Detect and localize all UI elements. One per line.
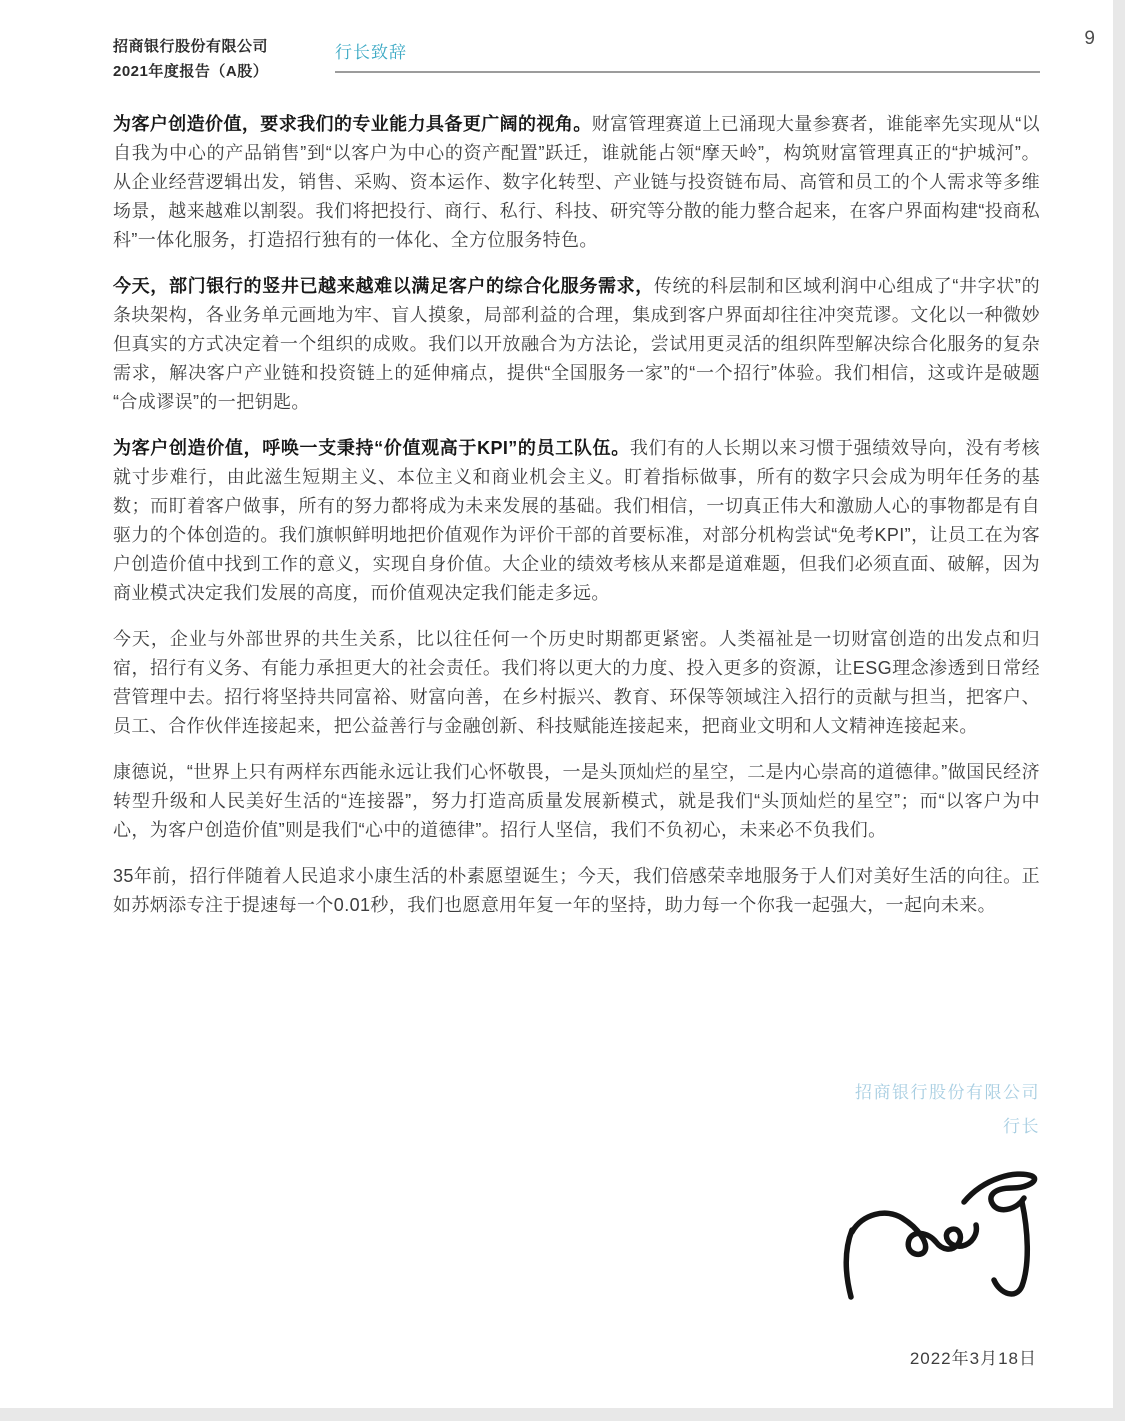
paragraph-2-lead: 今天，部门银行的竖井已越来越难以满足客户的综合化服务需求，	[113, 276, 654, 296]
header-divider	[335, 71, 1040, 73]
report-title: 2021年度报告（A股）	[113, 63, 269, 80]
paragraph-1-lead: 为客户创造价值，要求我们的专业能力具备更广阔的视角。	[113, 114, 592, 134]
signature-company: 招商银行股份有限公司	[855, 1083, 1040, 1102]
letter-body	[113, 110, 1040, 937]
paragraph-1-text: 财富管理赛道上已涌现大量参赛者，谁能率先实现从“以自我为中心的产品销售”到“以客户为中心的资产配置”跃迁，谁就能占领“摩天岭”，构筑财富管理真正的“护城河”。从企业经营逻辑出发，销售、采购、资本运作、数字化转型、产业链与投资链布局、高管和员工的个人需求等多维场景，越来越难以割裂。我们将把投行、商行、私行、科技、研究等分散的能力整合起来，在客户界面构建“投商私科”一体化服务，打造招行独有的一体化、全方位服务特色。	[113, 114, 1040, 250]
paragraph-3-lead: 为客户创造价值，呼唤一支秉持“价值观高于KPI”的员工队伍。	[113, 438, 630, 458]
signature-date: 2022年3月18日	[909, 1349, 1037, 1368]
signature-role: 行长	[1003, 1117, 1040, 1136]
paragraph-4	[113, 625, 1040, 741]
paragraph-6	[113, 862, 1040, 920]
paragraph-4-text: 今天，企业与外部世界的共生关系，比以往任何一个历史时期都更紧密。人类福祉是一切财富创造的出发点和归宿，招行有义务、有能力承担更大的社会责任。我们将以更大的力度、投入更多的资源，让ESG理念渗透到日常经营管理中去。招行将坚持共同富裕、财富向善，在乡村振兴、教育、环保等领域注入招行的贡献与担当，把客户、员工、合作伙伴连接起来，把公益善行与金融创新、科技赋能连接起来，把商业文明和人文精神连接起来。	[113, 629, 1040, 736]
section-title: 行长致辞	[335, 43, 407, 62]
report-company-block	[113, 34, 268, 84]
president-signature-icon	[843, 1168, 1043, 1316]
page-number: 9	[1084, 28, 1095, 49]
paragraph-6-text: 35年前，招行伴随着人民追求小康生活的朴素愿望诞生；今天，我们倍感荣幸地服务于人们对美好生活的向往。正如苏炳添专注于提速每一个0.01秒，我们也愿意用年复一年的坚持，助力每一个你我一起强大，一起向未来。	[113, 866, 1040, 915]
paragraph-3-text: 我们有的人长期以来习惯于强绩效导向，没有考核就寸步难行，由此滋生短期主义、本位主义和商业机会主义。盯着指标做事，所有的数字只会成为明年任务的基数；而盯着客户做事，所有的努力都将成为未来发展的基础。我们相信，一切真正伟大和激励人心的事物都是有自驱力的个体创造的。我们旗帜鲜明地把价值观作为评价干部的首要标准，对部分机构尝试“免考KPI”，让员工在为客户创造价值中找到工作的意义，实现自身价值。大企业的绩效考核从来都是道难题，但我们必须直面、破解，因为商业模式决定我们发展的高度，而价值观决定我们能走多远。	[113, 438, 1040, 603]
paragraph-2	[113, 272, 1040, 417]
paragraph-1	[113, 110, 1040, 255]
paragraph-5-text: 康德说，“世界上只有两样东西能永远让我们心怀敬畏，一是头顶灿烂的星空，二是内心崇高的道德律。”做国民经济转型升级和人民美好生活的“连接器”，努力打造高质量发展新模式，就是我们“头顶灿烂的星空”；而“以客户为中心，为客户创造价值”则是我们“心中的道德律”。招行人坚信，我们不负初心，未来必不负我们。	[113, 762, 1040, 840]
company-name: 招商银行股份有限公司	[113, 38, 269, 55]
paragraph-2-text: 传统的科层制和区域利润中心组成了“井字状”的条块架构，各业务单元画地为牢、盲人摸象，局部利益的合理，集成到客户界面却往往冲突荒谬。文化以一种微妙但真实的方式决定着一个组织的成败。我们以开放融合为方法论，尝试用更灵活的组织阵型解决综合化服务的复杂需求，解决客户产业链和投资链上的延伸痛点，提供“全国服务一家”的“一个招行”体验。我们相信，这或许是破题“合成谬误”的一把钥匙。	[113, 276, 1040, 412]
paragraph-3	[113, 434, 1040, 608]
paragraph-5	[113, 758, 1040, 845]
